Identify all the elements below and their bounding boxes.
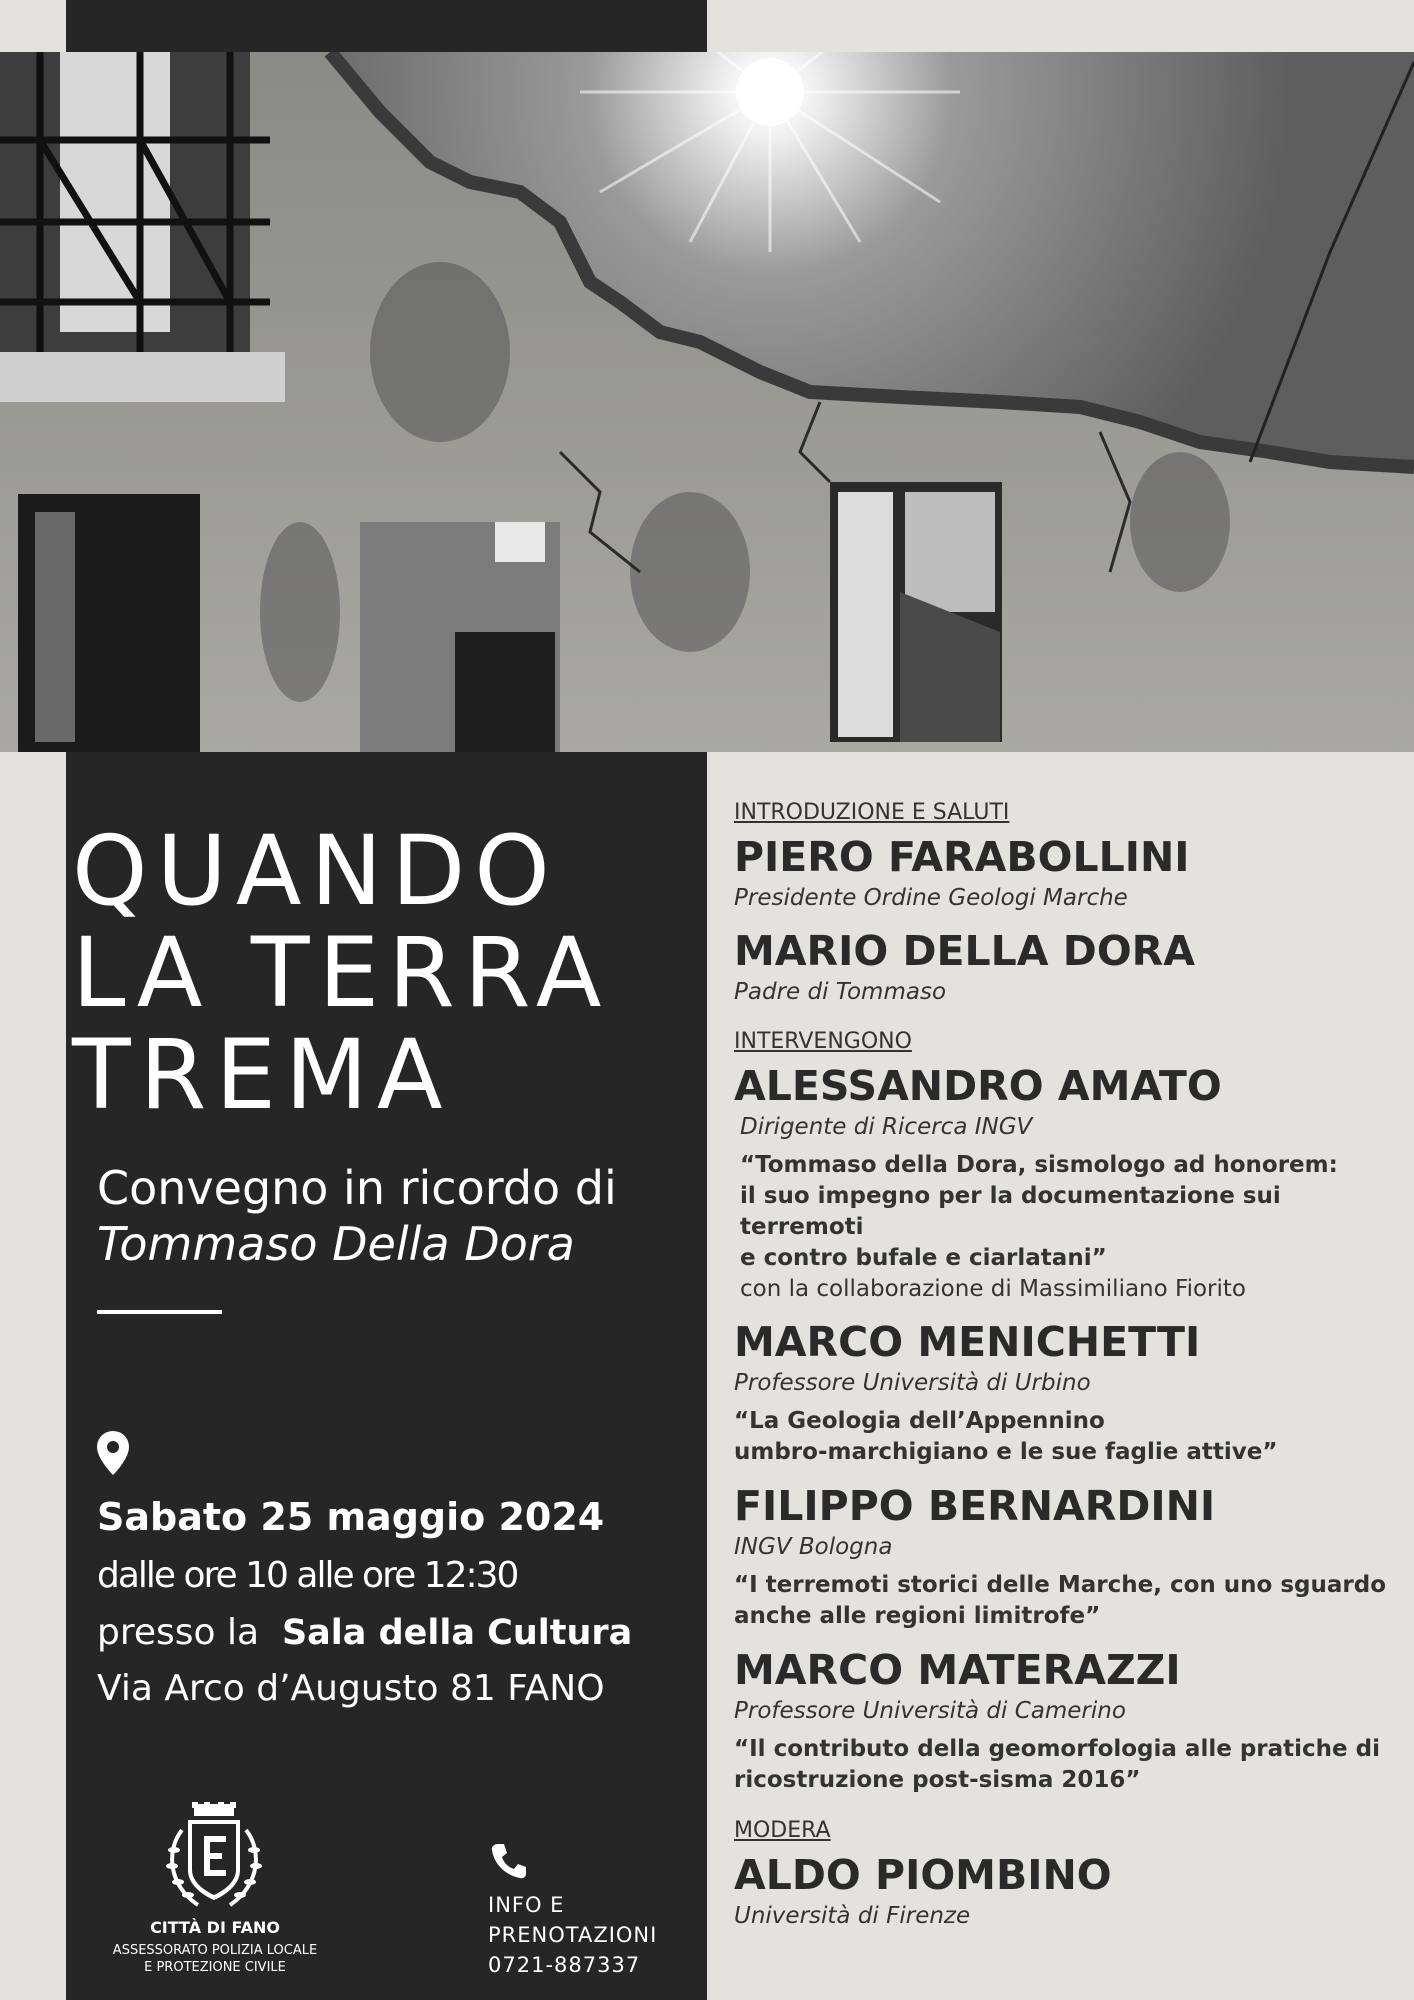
speaker-name: MARCO MATERAZZI [734,1646,1181,1694]
title-line-2: LA TERRA [72,917,611,1029]
speaker-name: MARCO MENICHETTI [734,1318,1201,1366]
event-place [97,1612,632,1653]
talk-title [734,1406,1394,1468]
dept-line-1: ASSESSORATO POLIZIA LOCALE [112,1943,318,1958]
city-department [80,1942,350,1976]
speaker-role: Professore Università di Camerino [734,1698,1126,1724]
talk-title-line: “I terremoti storici delle Marche, con uno sguardo [734,1572,1387,1598]
speaker-role: Dirigente di Ricerca INGV [740,1114,1033,1140]
program [734,800,1394,1931]
place-prefix: presso la [97,1612,260,1653]
talk-title [734,1734,1394,1796]
speaker-name: PIERO FARABOLLINI [734,833,1190,881]
event-address: Via Arco d’Augusto 81 FANO [97,1668,605,1709]
contact-line-2: PRENOTAZIONI [488,1923,658,1947]
talk-title-line: anche alle regioni limitrofe” [734,1603,1101,1629]
subtitle-honoree: Tommaso Della Dora [97,1217,575,1271]
speaker-role: INGV Bologna [734,1534,893,1560]
talk-title-line: “Il contributo della geomorfologia alle pratiche di [734,1736,1380,1762]
speaker-name: ALESSANDRO AMATO [734,1062,1222,1110]
speaker-name: FILIPPO BERNARDINI [734,1482,1216,1530]
city-crest-logo [158,1800,270,1918]
title-line-3: TREMA [72,1019,452,1131]
place-name: Sala della Cultura [281,1613,633,1653]
talk-title-line: ricostruzione post-sisma 2016” [734,1767,1141,1793]
moderator-heading: MODERA [734,1818,831,1843]
divider [97,1310,222,1314]
moderator-role: Università di Firenze [734,1903,971,1929]
speaker-role: Professore Università di Urbino [734,1370,1091,1396]
event-date: Sabato 25 maggio 2024 [97,1495,605,1539]
event-time: dalle ore 10 alle ore 12:30 [97,1555,518,1596]
contact-info [488,1890,657,1980]
speaker-name: MARIO DELLA DORA [734,927,1195,975]
title-line-1: QUANDO [72,815,559,927]
talk-title-line: “La Geologia dell’Appennino [734,1408,1105,1434]
speaker-role: Padre di Tommaso [734,979,947,1005]
event-title [72,815,702,1131]
map-pin-icon [96,1430,130,1476]
talk-title [734,1150,1394,1274]
city-name: CITTÀ DI FANO [150,1918,280,1937]
dept-line-2: E PROTEZIONE CIVILE [144,1960,286,1975]
event-subtitle [97,1160,697,1272]
moderator-name: ALDO PIOMBINO [734,1851,1112,1899]
talk-collaboration: con la collaborazione di Massimiliano Fiorito [740,1276,1246,1302]
talk-title [734,1570,1394,1632]
speaker-role: Presidente Ordine Geologi Marche [734,885,1128,911]
phone-icon [490,1842,528,1880]
damaged-building-photo [0,52,1414,752]
talk-title-line: “Tommaso della Dora, sismologo ad honorem: [740,1152,1338,1178]
contact-line-1: INFO E [488,1893,565,1917]
intro-heading: INTRODUZIONE E SALUTI [734,800,1010,825]
contact-phone[interactable]: 0721-887337 [488,1953,641,1977]
talks-heading: INTERVENGONO [734,1029,912,1054]
talk-title-line: umbro-marchigiano e le sue faglie attive” [734,1439,1278,1465]
talk-title-line: e contro bufale e ciarlatani” [740,1245,1107,1271]
talk-title-line: il suo impegno per la documentazione sui terremoti [740,1183,1281,1240]
subtitle-text: Convegno in ricordo di [97,1161,617,1215]
